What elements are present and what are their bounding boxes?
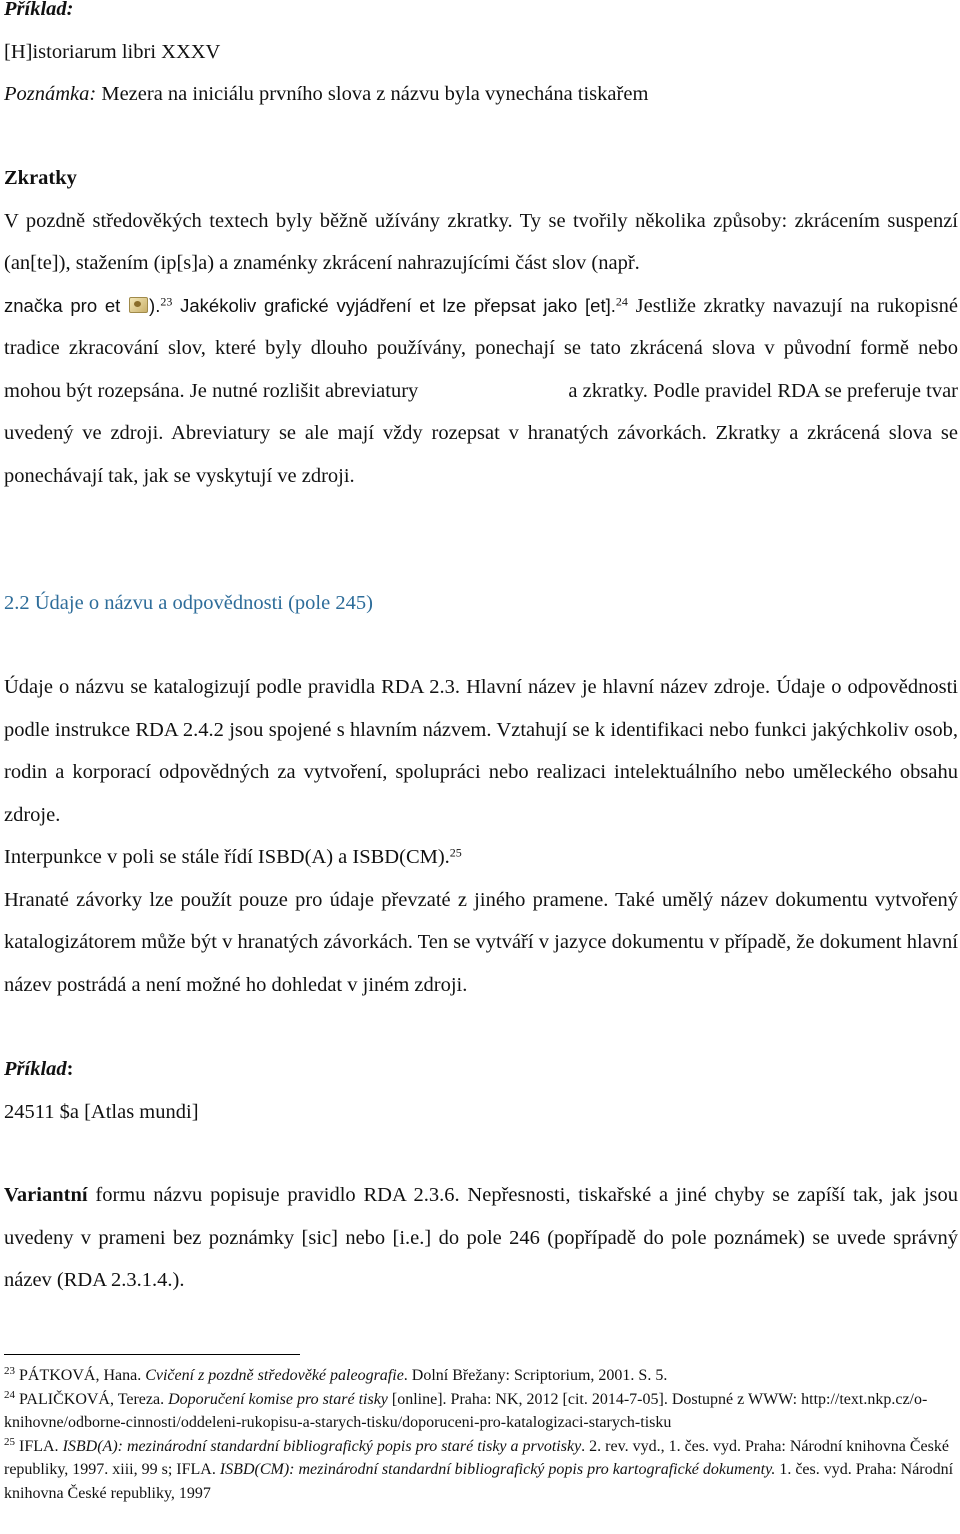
title-paragraph-2: Interpunkce v poli se stále řídí ISBD(A) a ISBD(CM).$^{25}$ <box>4 845 462 868</box>
et-abbreviation-sign-icon <box>129 297 148 313</box>
example-block <box>4 0 958 116</box>
footnote-ref-25[interactable]: 25 <box>449 845 462 860</box>
title-section <box>4 582 958 625</box>
abbreviations-section <box>4 157 958 497</box>
example-2-line: 24511 $a [Atlas mundi] <box>4 1100 199 1123</box>
variant-paragraph: Variantní formu názvu popisuje pravidlo RDA 2.3.6. Nepřesnosti, tiskařské a jiné chyby se zapíší tak, jak jsou uvedeny v prameni bez poznámky [sic] nebo [i.e.] do pole 246 (popřípadě do pole poznámek) se uvede správný název (RDA 2.3.1.4.). <box>4 1184 958 1291</box>
footnote-ref-23[interactable]: 23 <box>160 293 173 308</box>
example-2-label: Příklad: <box>4 1058 74 1080</box>
footnote-24: $^{24}$ PALIČKOVÁ, Tereza. Doporučení komise pro staré tisky [online]. Praha: NK, 2012 [cit. 2014-7-05]. Dostupné z WWW: http://text.nkp.cz/o-knihovne/odborne-cinnosti/oddeleni-rukopisu-a-starych-tisku/doporuceni-pro-katalogizaci-starych-tisku <box>4 1388 928 1431</box>
abbreviations-paragraph-1: V pozdně středověkých textech byly běžně užívány zkratky. Ty se tvořily několika způsoby: zkrácením suspenzí (an[te]), stažením (ip[s]a) a znaménky zkrácení nahrazujícími část slov (např. <box>4 209 958 274</box>
abbreviations-paragraph-2: značka pro et ).$^{23}$ Jakékoliv grafické vyjádření et lze přepsat jako [et].$^{24}$ Jestliže zkratky navazují na rukopisné tradice zkracování slov, které byly dlouho používány, ponechají se tato zkrácená slova v původní formě nebo mohou být rozepsána. Je nutné rozlišit abreviatury a zkratky. Podle pravidel RDA se preferuje tvar uvedený ve zdroji. Abreviatury se ale mají vždy rozepsat v hranatých závorkách. Zkratky a zkrácená slova se ponechávají tak, jak se vyskytují ve zdroji. <box>4 293 959 487</box>
title-paragraph-1: Údaje o názvu se katalogizují podle pravidla RDA 2.3. Hlavní název je hlavní název zdroje. Údaje o odpovědnosti podle instrukce RDA 2.4.2 jsou spojené s hlavním názvem. Vztahují se k identifikaci nebo funkci jakýchkoliv osob, rodin a korporací odpovědných za vytvoření, spolupráci nebo realizaci intelektuálního nebo uměleckého obsahu zdroje. <box>4 676 958 826</box>
section-heading-abbreviations: Zkratky <box>4 167 77 189</box>
footnote-divider <box>4 1354 300 1355</box>
section-heading-title-responsibility: 2.2 Údaje o názvu a odpovědnosti (pole 245) <box>4 592 373 614</box>
footnotes <box>4 1364 954 1505</box>
example-label: Příklad: <box>4 0 74 20</box>
title-section-body <box>4 666 958 1006</box>
variant-section <box>4 1174 958 1302</box>
example-line: [H]istoriarum libri XXXV <box>4 40 221 63</box>
title-paragraph-3: Hranaté závorky lze použít pouze pro údaje převzaté z jiného pramene. Také umělý název dokumentu vytvořený katalogizátorem může být v hranatých závorkách. Ten se vytváří v jazyce dokumentu v případě, že dokument hlavní název postrádá a není možné ho dohledat v jiném zdroji. <box>4 888 958 996</box>
footnote-23: $^{23}$ PÁTKOVÁ, Hana. Cvičení z pozdně středověké paleografie. Dolní Břežany: Scriptorium, 2001. S. 5. <box>4 1364 668 1384</box>
footnote-25: $^{25}$ IFLA. ISBD(A): mezinárodní standardní bibliografický popis pro staré tisky a prvotisky. 2. rev. vyd., 1. čes. vyd. Praha: Národní knihovna České republiky, 1997. xiii, 99 s; IFLA. ISBD(CM): mezinárodní standardní bibliografický popis pro kartografické dokumenty. 1. čes. vyd. Praha: Národní knihovna České republiky, 1997 <box>4 1435 954 1502</box>
example-note: Poznámka: Mezera na iniciálu prvního slova z názvu byla vynechána tiskařem <box>4 83 649 105</box>
footnote-ref-24[interactable]: 24 <box>615 293 628 308</box>
example-2-block <box>4 1048 958 1133</box>
